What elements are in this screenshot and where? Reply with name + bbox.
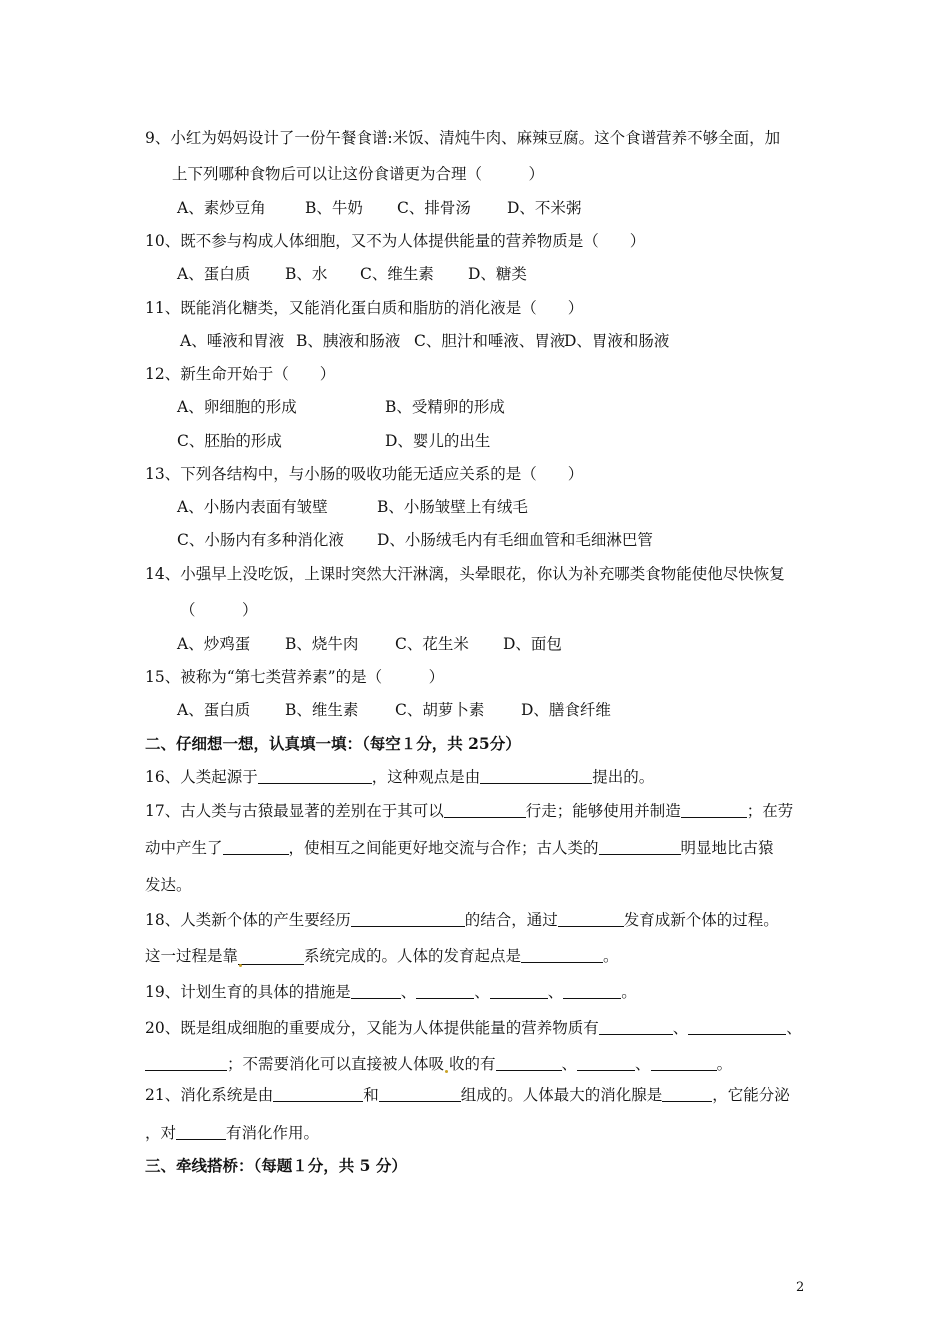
blank[interactable]: [223, 838, 289, 855]
question-9-line2: 上下列哪种食物后可以让这份食谱更为合理（ ）: [172, 165, 545, 183]
question-11-line1: 11、既能消化糖类，又能消化蛋白质和脂肪的消化液是（ ）: [145, 299, 584, 317]
question-12-options-row1: [177, 397, 505, 417]
section-2-heading: 二、仔细想一想，认真填一填：（每空１分，共 25分）: [145, 734, 521, 753]
section-3-heading: 三、牵线搭桥：（每题１分，共 5 分）: [145, 1156, 407, 1175]
option-a: A、炒鸡蛋: [177, 635, 251, 653]
option-d: D、小肠绒毛内有毛细血管和毛细淋巴管: [377, 531, 653, 549]
question-14-line1: 14、小强早上没吃饭，上课时突然大汗淋漓，头晕眼花，你认为补充哪类食物能使他尽快恢复: [145, 565, 785, 583]
option-a: A、小肠内表面有皱壁: [177, 498, 328, 516]
question-17-line3: 发达。: [145, 876, 192, 894]
option-b: B、受精卵的形成: [385, 398, 505, 416]
blank[interactable]: [521, 946, 603, 963]
blank[interactable]: [176, 1123, 226, 1140]
question-19: 19、计划生育的具体的措施是 、 、 、 。: [145, 983, 637, 1001]
option-c: C、维生素: [360, 265, 434, 283]
blank[interactable]: [681, 801, 747, 818]
question-21-line1: 21、消化系统是由 和 组成的。人体最大的消化腺是 ，它能分泌: [145, 1086, 790, 1104]
option-d: D、膳食纤维: [521, 701, 611, 719]
blank[interactable]: [599, 1018, 673, 1035]
question-13-options-row2: [177, 530, 653, 550]
option-a: A、蛋白质: [177, 265, 251, 283]
option-d: D、婴儿的出生: [385, 432, 491, 450]
question-20-line1: 20、既是组成细胞的重要成分，又能为人体提供能量的营养物质有 、 、: [145, 1019, 802, 1037]
option-b: B、胰液和肠液: [296, 332, 401, 350]
option-a: A、素炒豆角: [177, 199, 266, 217]
option-c: C、胡萝卜素: [395, 701, 485, 719]
option-c: C、胚胎的形成: [177, 432, 282, 450]
blank[interactable]: [688, 1018, 786, 1035]
blank[interactable]: [258, 767, 372, 784]
question-9-line1: 9、小红为妈妈设计了一份午餐食谱:米饭、清炖牛肉、麻辣豆腐。这个食谱营养不够全面，加: [145, 129, 781, 147]
question-15-line1: 15、被称为“第七类营养素”的是（ ）: [145, 668, 445, 686]
blank[interactable]: [577, 1054, 635, 1071]
option-d: D、糖类: [468, 265, 527, 283]
option-a: A、唾液和胃液: [180, 332, 285, 350]
option-b: B、牛奶: [305, 199, 363, 217]
blank[interactable]: [379, 1085, 461, 1102]
blank[interactable]: [351, 910, 465, 927]
option-c: C、胆汁和唾液、胃液: [414, 332, 566, 350]
blank[interactable]: [273, 1085, 363, 1102]
question-18-line1: 18、人类新个体的产生要经历 的结合，通过 发育成新个体的过程。: [145, 911, 779, 929]
option-a: A、卵细胞的形成: [177, 398, 297, 416]
question-12-line1: 12、新生命开始于（ ）: [145, 365, 336, 383]
blank[interactable]: [480, 767, 592, 784]
option-d: D、不米粥: [507, 199, 582, 217]
question-9-options: [177, 198, 581, 218]
question-21-line2: ，对 有消化作用。: [145, 1124, 320, 1142]
question-13-line1: 13、下列各结构中，与小肠的吸收功能无适应关系的是（ ）: [145, 465, 584, 483]
option-c: C、小肠内有多种消化液: [177, 531, 344, 549]
question-13-options-row1: [177, 497, 528, 517]
question-14-options: [177, 634, 562, 654]
question-16: 16、人类起源于 ，这种观点是由 提出的。: [145, 768, 655, 786]
ink-dot: [239, 964, 242, 967]
question-14-line2: （ ）: [180, 601, 258, 619]
option-d: D、胃液和肠液: [564, 332, 670, 350]
blank[interactable]: [145, 1054, 227, 1071]
question-20-line2: ；不需要消化可以直接被人体吸 收的有 、 、 。: [145, 1054, 732, 1074]
question-12-options-row2: [177, 431, 490, 451]
blank[interactable]: [662, 1085, 712, 1102]
option-d: D、面包: [503, 635, 562, 653]
page-number: 2: [796, 1280, 805, 1295]
question-10-line1: 10、既不参与构成人体细胞，又不为人体提供能量的营养物质是（ ）: [145, 232, 646, 250]
blank[interactable]: [558, 910, 624, 927]
question-15-options: [177, 700, 611, 720]
option-b: B、小肠皱壁上有绒毛: [377, 498, 528, 516]
question-10-options: [177, 264, 527, 284]
blank[interactable]: [351, 982, 401, 999]
blank[interactable]: [238, 948, 304, 965]
option-c: C、排骨汤: [397, 199, 471, 217]
option-a: A、蛋白质: [177, 701, 251, 719]
ink-dot: [445, 1070, 448, 1073]
option-b: B、维生素: [285, 701, 359, 719]
blank[interactable]: [444, 801, 526, 818]
question-18-line2: 这一过程是靠 系统完成的。人体的发育起点是 。: [145, 947, 619, 965]
question-17-line2: 动中产生了 ，使相互之间能更好地交流与合作；古人类的 明显地比古猿: [145, 839, 774, 857]
blank[interactable]: [563, 982, 621, 999]
blank[interactable]: [496, 1054, 562, 1071]
blank[interactable]: [416, 982, 474, 999]
question-11-options: [180, 331, 669, 351]
option-b: B、烧牛肉: [285, 635, 359, 653]
blank[interactable]: [651, 1054, 717, 1071]
blank[interactable]: [490, 982, 548, 999]
option-b: B、水: [285, 265, 328, 283]
question-17-line1: 17、古人类与古猿最显著的差别在于其可以 行走；能够使用并制造 ；在劳: [145, 802, 794, 820]
blank[interactable]: [599, 838, 681, 855]
option-c: C、花生米: [395, 635, 469, 653]
